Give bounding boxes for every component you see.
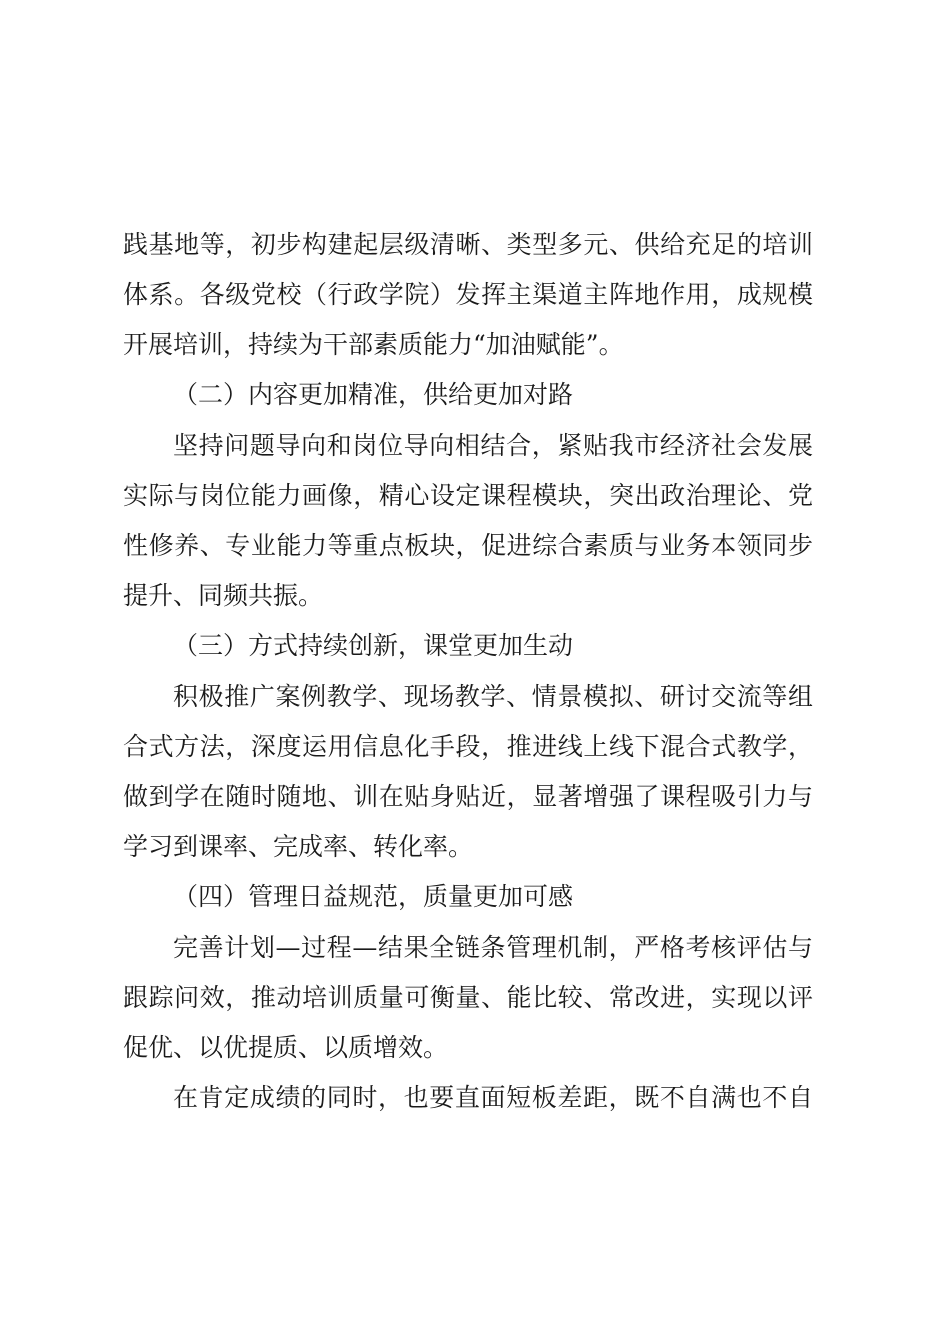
- paragraph-line: 提升、同频共振。: [123, 581, 324, 610]
- paragraph-line: 积极推广案例教学、现场教学、情景模拟、研讨交流等组: [173, 682, 813, 711]
- paragraph-line: 跟踪问效，推动培训质量可衡量、能比较、常改进，实现以评: [123, 983, 813, 1012]
- paragraph-line: 做到学在随时随地、训在贴身贴近，显著增强了课程吸引力与: [123, 782, 813, 811]
- paragraph-line: 学习到课率、完成率、转化率。: [123, 832, 474, 861]
- paragraph-line: 促优、以优提质、以质增效。: [123, 1033, 449, 1062]
- paragraph-line: 体系。各级党校（行政学院）发挥主渠道主阵地作用，成规模: [123, 280, 813, 309]
- section-heading-2: （二）内容更加精准，供给更加对路: [173, 380, 574, 409]
- paragraph-line: 性修养、专业能力等重点板块，促进综合素质与业务本领同步: [123, 531, 813, 560]
- paragraph-line: 开展培训，持续为干部素质能力“加油赋能”。: [123, 330, 624, 359]
- paragraph-line: 完善计划—过程—结果全链条管理机制，严格考核评估与: [173, 933, 813, 962]
- paragraph-line: 实际与岗位能力画像，精心设定课程模块，突出政治理论、党: [123, 481, 813, 510]
- paragraph-line: 在肯定成绩的同时，也要直面短板差距，既不自满也不自: [173, 1083, 813, 1112]
- paragraph-line: 坚持问题导向和岗位导向相结合，紧贴我市经济社会发展: [173, 431, 813, 460]
- paragraph-line: 合式方法，深度运用信息化手段，推进线上线下混合式教学，: [123, 732, 813, 761]
- section-heading-4: （四）管理日益规范，质量更加可感: [173, 882, 574, 911]
- paragraph-line: 践基地等，初步构建起层级清晰、类型多元、供给充足的培训: [123, 230, 813, 259]
- section-heading-3: （三）方式持续创新，课堂更加生动: [173, 631, 574, 660]
